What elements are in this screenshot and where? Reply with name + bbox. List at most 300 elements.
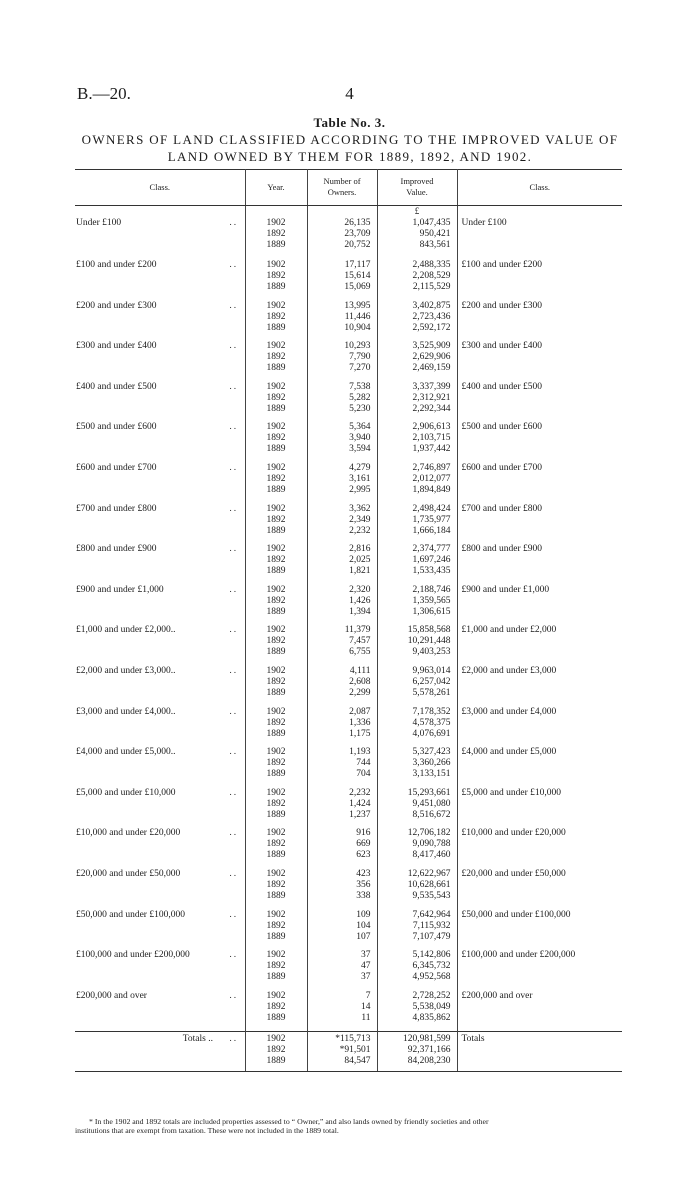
table-row-13-year (245, 747, 307, 788)
table-row-19-value-1: 5,538,049 (412, 1001, 451, 1012)
table-row-11-year (245, 666, 307, 707)
table-row-5-value-2: 1,937,442 (412, 444, 451, 455)
table-row-12-owners-2: 1,175 (349, 728, 371, 739)
table-row-0-owners-2: 20,752 (344, 240, 371, 250)
table-row-14-value-2: 8,516,672 (412, 809, 451, 820)
table-row-6-class-label-right: £600 and under £700 (461, 462, 542, 473)
table-row-14-value-1: 9,451,080 (412, 798, 451, 809)
table-row-3-owners-0: 10,293 (344, 341, 371, 352)
table-row-18-leader-dots: .. (223, 950, 245, 991)
table-row-17-value-2: 7,107,479 (412, 931, 451, 942)
table-row-8-value-1: 1,697,246 (412, 555, 451, 566)
table-row-17-year-0: 1902 (266, 909, 286, 920)
table-row-17-owners (307, 910, 377, 951)
table-row-19-year-0: 1902 (266, 990, 286, 1001)
table-row-1-owners (307, 260, 377, 301)
table-row-0 (75, 218, 622, 260)
table-row-18 (75, 950, 622, 991)
table-row-2-value-2: 2,592,172 (412, 322, 451, 333)
table-row-6-year-2: 1889 (266, 484, 286, 495)
table-row-8-value (377, 544, 457, 585)
table-row-6-year (245, 463, 307, 504)
table-row-14-year-2: 1889 (266, 809, 286, 820)
table-row-1-year (245, 260, 307, 301)
table-row-5-owners-1: 3,940 (349, 433, 371, 444)
table-row-10-class-label: £1,000 and under £2,000.. (76, 625, 176, 636)
table-row-2-leader-dots: .. (223, 301, 245, 342)
table-row-1-value-0: 2,488,335 (412, 260, 451, 270)
table-title: Table No. 3. (313, 115, 386, 130)
table-row-16-owners (307, 869, 377, 910)
table-row-0-owners-1: 23,709 (344, 229, 371, 239)
table-row-10-value (377, 625, 457, 666)
table-row-1 (75, 260, 622, 301)
table-row-6-owners-2: 2,995 (349, 484, 371, 495)
table-row-18-value-0: 5,142,806 (412, 950, 451, 961)
table-row-1-year-0: 1902 (266, 260, 286, 270)
table-row-18-year-2: 1889 (266, 972, 286, 983)
footnote-line-1: * In the 1902 and 1892 totals are included properties assessed to “ Owner,” and also lands owned by friendly societies and other (89, 1117, 489, 1126)
table-row-12-value-0: 7,178,352 (412, 706, 451, 717)
table-row-16-year-2: 1889 (266, 890, 286, 901)
table-row-3-owners-2: 7,270 (349, 363, 371, 374)
table-row-12-owners-1: 1,336 (349, 717, 371, 728)
table-row-11-owners-0: 4,111 (349, 665, 371, 676)
totals-row-value-0: 120,981,599 (403, 1034, 451, 1045)
table-row-6-value (377, 463, 457, 504)
table-row-2-value-1: 2,723,436 (412, 311, 451, 322)
table-row-4-year (245, 382, 307, 423)
table-row-16-value-0: 12,622,967 (407, 868, 451, 879)
table-row-4 (75, 382, 622, 423)
table-row-9-owners (307, 585, 377, 626)
table-row-8-year (245, 544, 307, 585)
table-row-16-year-0: 1902 (266, 868, 286, 879)
table-row-16-class-label: £20,000 and under £50,000 (76, 868, 181, 879)
table-row-1-year-2: 1889 (266, 282, 286, 292)
footnote-line-2: institutions that are exempt from taxation. These were not included in the 1889 total. (75, 1126, 339, 1135)
table-row-6-owners (307, 463, 377, 504)
table-row-9-value (377, 585, 457, 626)
table-row-8-class-label-right: £800 and under £900 (461, 544, 542, 555)
table-row-11-leader-dots: .. (223, 666, 245, 707)
table-row-7-owners-1: 2,349 (349, 514, 371, 525)
totals-row-owners-0: *115,713 (335, 1034, 371, 1045)
table-row-1-owners-0: 17,117 (344, 260, 371, 270)
table-row-0-year (245, 218, 307, 260)
table-row-6-value-1: 2,012,077 (412, 473, 451, 484)
table-row-17-value-0: 7,642,964 (412, 909, 451, 920)
table-row-13-value-1: 3,360,266 (412, 758, 451, 769)
table-row-3-class-label: £300 and under £400 (76, 341, 157, 352)
totals-row-owners (307, 1032, 377, 1072)
table-row-10-value-2: 9,403,253 (412, 647, 451, 658)
table-row-18-year-0: 1902 (266, 950, 286, 961)
table-row-5-year-1: 1892 (266, 433, 286, 444)
table-row-8-value-0: 2,374,777 (412, 544, 451, 555)
unit-row (75, 206, 622, 219)
table-row-9-value-1: 1,359,565 (412, 595, 451, 606)
table-row-15-year (245, 828, 307, 869)
table-row-16-owners-1: 356 (356, 879, 371, 890)
table-row-13-owners-2: 704 (356, 769, 371, 780)
table-row-13-value-2: 3,133,151 (412, 769, 451, 780)
table-row-0-value-1: 950,421 (419, 229, 451, 239)
table-row-4-leader-dots: .. (223, 382, 245, 423)
table-row-4-value-1: 2,312,921 (412, 392, 451, 403)
table-row-16-owners-0: 423 (356, 868, 371, 879)
table-row-18-owners (307, 950, 377, 991)
table-row-5-year (245, 422, 307, 463)
totals-row-owners-2: 84,547 (344, 1056, 371, 1067)
table-row-13-year-2: 1889 (266, 769, 286, 780)
table-row-15-leader-dots: .. (223, 828, 245, 869)
table-row-15-value (377, 828, 457, 869)
table-row-19-leader-dots: .. (223, 991, 245, 1032)
table-row-18-value-2: 4,952,568 (412, 972, 451, 983)
table-row-5-year-2: 1889 (266, 444, 286, 455)
table-row-0-class-label-right: Under £100 (461, 218, 507, 228)
table-row-18-year (245, 950, 307, 991)
table-row-0-owners-0: 26,135 (344, 218, 371, 228)
table-row-10-year-0: 1902 (266, 625, 286, 636)
table-row-0-leader-dots: .. (223, 218, 245, 260)
totals-row-year-0: 1902 (266, 1034, 286, 1045)
table-row-0-year-1: 1892 (266, 229, 286, 239)
table-row-2-year (245, 301, 307, 342)
table-row-0-value (377, 218, 457, 260)
table-row-10-owners-1: 7,457 (349, 636, 371, 647)
table-row-5-class-label: £500 and under £600 (76, 422, 157, 433)
table-heading-line-2: LAND OWNED BY THEM FOR 1889, 1892, AND 1902. (167, 149, 533, 164)
table-row-19-owners-2: 11 (361, 1012, 371, 1023)
table-row-15 (75, 828, 622, 869)
table-row-15-value-2: 8,417,460 (412, 850, 451, 861)
table-row-0-year-0: 1902 (266, 218, 286, 228)
table-row-3-year (245, 341, 307, 382)
table-row-7-leader-dots: .. (223, 504, 245, 545)
column-header-owners-line-2: Owners. (327, 186, 357, 197)
table-row-7-year (245, 504, 307, 545)
table-row-1-owners-2: 15,069 (344, 282, 371, 292)
table-row-17-class-label-right: £50,000 and under £100,000 (461, 909, 571, 920)
table-row-7-value (377, 504, 457, 545)
totals-row-class-label: Totals .. (75, 1032, 223, 1072)
table-row-14-year-0: 1902 (266, 787, 286, 798)
footnote (75, 1117, 630, 1135)
table-row-11-owners (307, 666, 377, 707)
table-row-12-value (377, 707, 457, 748)
table-row-4-owners (307, 382, 377, 423)
table-row-1-value-2: 2,115,529 (412, 282, 451, 292)
table-row-2-owners-0: 13,995 (344, 300, 371, 311)
table-row-19 (75, 991, 622, 1032)
totals-row-year-2: 1889 (266, 1056, 286, 1067)
table-row-16-class-label-right: £20,000 and under £50,000 (461, 868, 566, 879)
table-row-10-year-1: 1892 (266, 636, 286, 647)
table-row-11 (75, 666, 622, 707)
table-row-2-year-0: 1902 (266, 300, 286, 311)
table-row-6 (75, 463, 622, 504)
table-row-17-year-2: 1889 (266, 931, 286, 942)
table-row-9-class-label-right: £900 and under £1,000 (461, 584, 550, 595)
table-row-14-owners-0: 2,232 (349, 787, 371, 798)
table-heading (70, 131, 630, 165)
column-header-year: Year. (245, 170, 307, 206)
column-header-value-line-2: Value. (406, 186, 428, 197)
table-row-1-value-1: 2,208,529 (412, 271, 451, 281)
table-row-11-value (377, 666, 457, 707)
table-row-13-class-label-right: £4,000 and under £5,000 (461, 747, 557, 758)
table-row-14-value (377, 788, 457, 829)
table-row-11-owners-2: 2,299 (349, 687, 371, 698)
totals-row (75, 1032, 622, 1072)
table-row-4-year-2: 1889 (266, 403, 286, 414)
table-row-3-year-1: 1892 (266, 352, 286, 363)
table-row-11-class-label-right: £2,000 and under £3,000 (461, 665, 557, 676)
table-row-6-class-label: £600 and under £700 (76, 462, 157, 473)
table-row-6-owners-1: 3,161 (349, 473, 371, 484)
table-row-10-owners-0: 11,379 (344, 625, 371, 636)
table-row-19-value-0: 2,728,252 (412, 990, 451, 1001)
table-row-19-owners (307, 991, 377, 1032)
table-body (75, 206, 622, 1072)
table-row-14-class-label-right: £5,000 and under £10,000 (461, 787, 561, 798)
table-row-13-class-label: £4,000 and under £5,000.. (76, 747, 176, 758)
table-row-3-owners (307, 341, 377, 382)
table-row-16-value-1: 10,628,661 (407, 879, 451, 890)
table-row-13 (75, 747, 622, 788)
table-row-9-year-0: 1902 (266, 584, 286, 595)
table-row-14-owners-2: 1,237 (349, 809, 371, 820)
table-row-1-class-label: £100 and under £200 (76, 260, 157, 270)
table-row-2-owners-2: 10,904 (344, 322, 371, 333)
table-row-5-value-0: 2,906,613 (412, 422, 451, 433)
table-row-6-owners-0: 4,279 (349, 462, 371, 473)
table-row-14-year-1: 1892 (266, 798, 286, 809)
table-row-9-year-2: 1889 (266, 606, 286, 617)
table-row-0-owners (307, 218, 377, 260)
table-row-13-value (377, 747, 457, 788)
table-row-14 (75, 788, 622, 829)
table-row-13-owners (307, 747, 377, 788)
table-row-4-value-2: 2,292,344 (412, 403, 451, 414)
table-row-19-value (377, 991, 457, 1032)
table-row-9-value-0: 2,188,746 (412, 584, 451, 595)
table-row-8-year-2: 1889 (266, 566, 286, 577)
table-row-15-value-0: 12,706,182 (407, 828, 451, 839)
table-row-19-value-2: 4,835,862 (412, 1012, 451, 1023)
table-row-8-leader-dots: .. (223, 544, 245, 585)
table-row-15-owners-0: 916 (356, 828, 371, 839)
table-row-9-class-label: £900 and under £1,000 (76, 584, 164, 595)
table-row-13-value-0: 5,327,423 (412, 747, 451, 758)
table-row-11-year-2: 1889 (266, 687, 286, 698)
table-row-1-value (377, 260, 457, 301)
table-row-1-owners-1: 15,614 (344, 271, 371, 281)
table-row-15-class-label-right: £10,000 and under £20,000 (461, 828, 566, 839)
table-row-17-class-label: £50,000 and under £100,000 (76, 909, 185, 920)
table-row-8-owners-1: 2,025 (349, 555, 371, 566)
table-row-6-value-2: 1,894,849 (412, 484, 451, 495)
table-row-7-year-1: 1892 (266, 514, 286, 525)
table-row-14-owners (307, 788, 377, 829)
table-row-8-owners-2: 1,821 (349, 566, 371, 577)
page-number: 4 (345, 84, 354, 103)
table-row-19-year-1: 1892 (266, 1001, 286, 1012)
table-row-7-class-label-right: £700 and under £800 (461, 503, 542, 514)
table-row-16-leader-dots: .. (223, 869, 245, 910)
table-row-18-owners-1: 47 (361, 961, 371, 972)
table-row-7-value-0: 2,498,424 (412, 503, 451, 514)
table-row-3-year-2: 1889 (266, 363, 286, 374)
table-row-17-owners-2: 107 (356, 931, 371, 942)
table-row-15-year-0: 1902 (266, 828, 286, 839)
totals-row-leader-dots: .. (223, 1032, 245, 1072)
table-row-11-class-label: £2,000 and under £3,000.. (76, 665, 176, 676)
table-row-2-year-2: 1889 (266, 322, 286, 333)
table-row-10-owners-2: 6,755 (349, 647, 371, 658)
table-row-5-value-1: 2,103,715 (412, 433, 451, 444)
table-row-17-value-1: 7,115,932 (412, 920, 451, 931)
table-row-10-class-label-right: £1,000 and under £2,000 (461, 625, 557, 636)
table-row-0-value-0: 1,047,435 (412, 218, 451, 228)
totals-row-owners-1: *91,501 (339, 1045, 371, 1056)
table-row-17-year-1: 1892 (266, 920, 286, 931)
table-row-7-value-1: 1,735,977 (412, 514, 451, 525)
table-row-7-class-label: £700 and under £800 (76, 503, 157, 514)
table-row-3 (75, 341, 622, 382)
table-row-4-value (377, 382, 457, 423)
table-row-9-value-2: 1,306,615 (412, 606, 451, 617)
table-row-12 (75, 707, 622, 748)
page-header (77, 84, 622, 108)
table-header-row (75, 170, 622, 206)
column-header-class: Class. (75, 170, 245, 206)
table-row-12-year-2: 1889 (266, 728, 286, 739)
table-row-17-leader-dots: .. (223, 910, 245, 951)
table-row-7-owners-2: 2,232 (349, 525, 371, 536)
table-row-3-year-0: 1902 (266, 341, 286, 352)
table-row-15-owners-1: 669 (356, 839, 371, 850)
table-row-19-owners-0: 7 (365, 990, 371, 1001)
table-row-2-year-1: 1892 (266, 311, 286, 322)
table-row-14-year (245, 788, 307, 829)
table-row-1-year-1: 1892 (266, 271, 286, 281)
table-row-7-value-2: 1,666,184 (412, 525, 451, 536)
table-row-3-value-1: 2,629,906 (412, 352, 451, 363)
table-row-5 (75, 422, 622, 463)
table-row-8-value-2: 1,533,435 (412, 566, 451, 577)
table-row-16-year-1: 1892 (266, 879, 286, 890)
table-row-5-leader-dots: .. (223, 422, 245, 463)
column-header-value-line-1: Improved (400, 175, 434, 186)
table-heading-line-1: OWNERS OF LAND CLASSIFIED ACCORDING TO THE IMPROVED VALUE OF (81, 132, 619, 147)
land-owners-table-wrapper (75, 169, 622, 1072)
table-row-13-owners-1: 744 (356, 758, 371, 769)
table-row-6-leader-dots: .. (223, 463, 245, 504)
table-row-7-year-2: 1889 (266, 525, 286, 536)
table-row-18-owners-2: 37 (361, 972, 371, 983)
table-row-4-year-0: 1902 (266, 381, 286, 392)
column-header-owners-line-1: Number of (323, 175, 361, 186)
totals-row-value-1: 92,371,166 (407, 1045, 451, 1056)
table-row-5-owners-2: 3,594 (349, 444, 371, 455)
table-row-13-year-0: 1902 (266, 747, 286, 758)
table-row-15-year-2: 1889 (266, 850, 286, 861)
value-unit-label: £ (377, 206, 457, 219)
table-row-12-owners (307, 707, 377, 748)
table-row-9-owners-1: 1,426 (349, 595, 371, 606)
table-row-5-owners (307, 422, 377, 463)
totals-row-value-2: 84,208,230 (407, 1056, 451, 1067)
table-row-10-year-2: 1889 (266, 647, 286, 658)
table-row-7 (75, 504, 622, 545)
table-row-0-year-2: 1889 (266, 240, 286, 250)
table-row-12-leader-dots: .. (223, 707, 245, 748)
table-row-5-class-label-right: £500 and under £600 (461, 422, 542, 433)
table-row-12-year-0: 1902 (266, 706, 286, 717)
table-row-10-owners (307, 625, 377, 666)
table-row-12-value-2: 4,076,691 (412, 728, 451, 739)
table-row-10-value-1: 10,291,448 (407, 636, 451, 647)
table-row-16-owners-2: 338 (356, 890, 371, 901)
table-row-7-owners (307, 504, 377, 545)
table-row-4-value-0: 3,337,399 (412, 381, 451, 392)
table-row-8-year-0: 1902 (266, 544, 286, 555)
table-row-8 (75, 544, 622, 585)
table-row-11-value-2: 5,578,261 (412, 687, 451, 698)
page-reference: B.—20. (77, 84, 131, 103)
table-row-4-class-label-right: £400 and under £500 (461, 381, 542, 392)
table-row-2-value-0: 3,402,875 (412, 300, 451, 311)
table-row-2 (75, 301, 622, 342)
table-row-3-value (377, 341, 457, 382)
table-row-6-year-1: 1892 (266, 473, 286, 484)
table-row-12-class-label: £3,000 and under £4,000.. (76, 706, 176, 717)
table-row-7-year-0: 1902 (266, 503, 286, 514)
table-row-18-year-1: 1892 (266, 961, 286, 972)
table-row-17-year (245, 910, 307, 951)
table-row-14-class-label: £5,000 and under £10,000 (76, 787, 176, 798)
table-row-17-owners-1: 104 (356, 920, 371, 931)
table-row-6-year-0: 1902 (266, 462, 286, 473)
table-row-17 (75, 910, 622, 951)
table-row-12-class-label-right: £3,000 and under £4,000 (461, 706, 557, 717)
table-row-1-leader-dots: .. (223, 260, 245, 301)
totals-row-year-1: 1892 (266, 1045, 286, 1056)
table-row-15-class-label: £10,000 and under £20,000 (76, 828, 181, 839)
land-owners-table (75, 169, 622, 1072)
table-row-11-year-0: 1902 (266, 665, 286, 676)
table-row-19-class-label-right: £200,000 and over (461, 990, 533, 1001)
table-row-8-owners (307, 544, 377, 585)
table-row-4-owners-0: 7,538 (349, 381, 371, 392)
table-row-10-leader-dots: .. (223, 625, 245, 666)
table-row-1-class-label-right: £100 and under £200 (461, 260, 542, 270)
table-row-15-owners-2: 623 (356, 850, 371, 861)
table-row-19-year (245, 991, 307, 1032)
table-row-8-owners-0: 2,816 (349, 544, 371, 555)
totals-row-value (377, 1032, 457, 1072)
table-row-12-owners-0: 2,087 (349, 706, 371, 717)
table-row-2-class-label-right: £200 and under £300 (461, 300, 542, 311)
table-row-8-year-1: 1892 (266, 555, 286, 566)
table-row-4-owners-1: 5,282 (349, 392, 371, 403)
table-row-18-owners-0: 37 (361, 950, 371, 961)
table-row-3-value-0: 3,525,909 (412, 341, 451, 352)
table-row-8-class-label: £800 and under £900 (76, 544, 157, 555)
